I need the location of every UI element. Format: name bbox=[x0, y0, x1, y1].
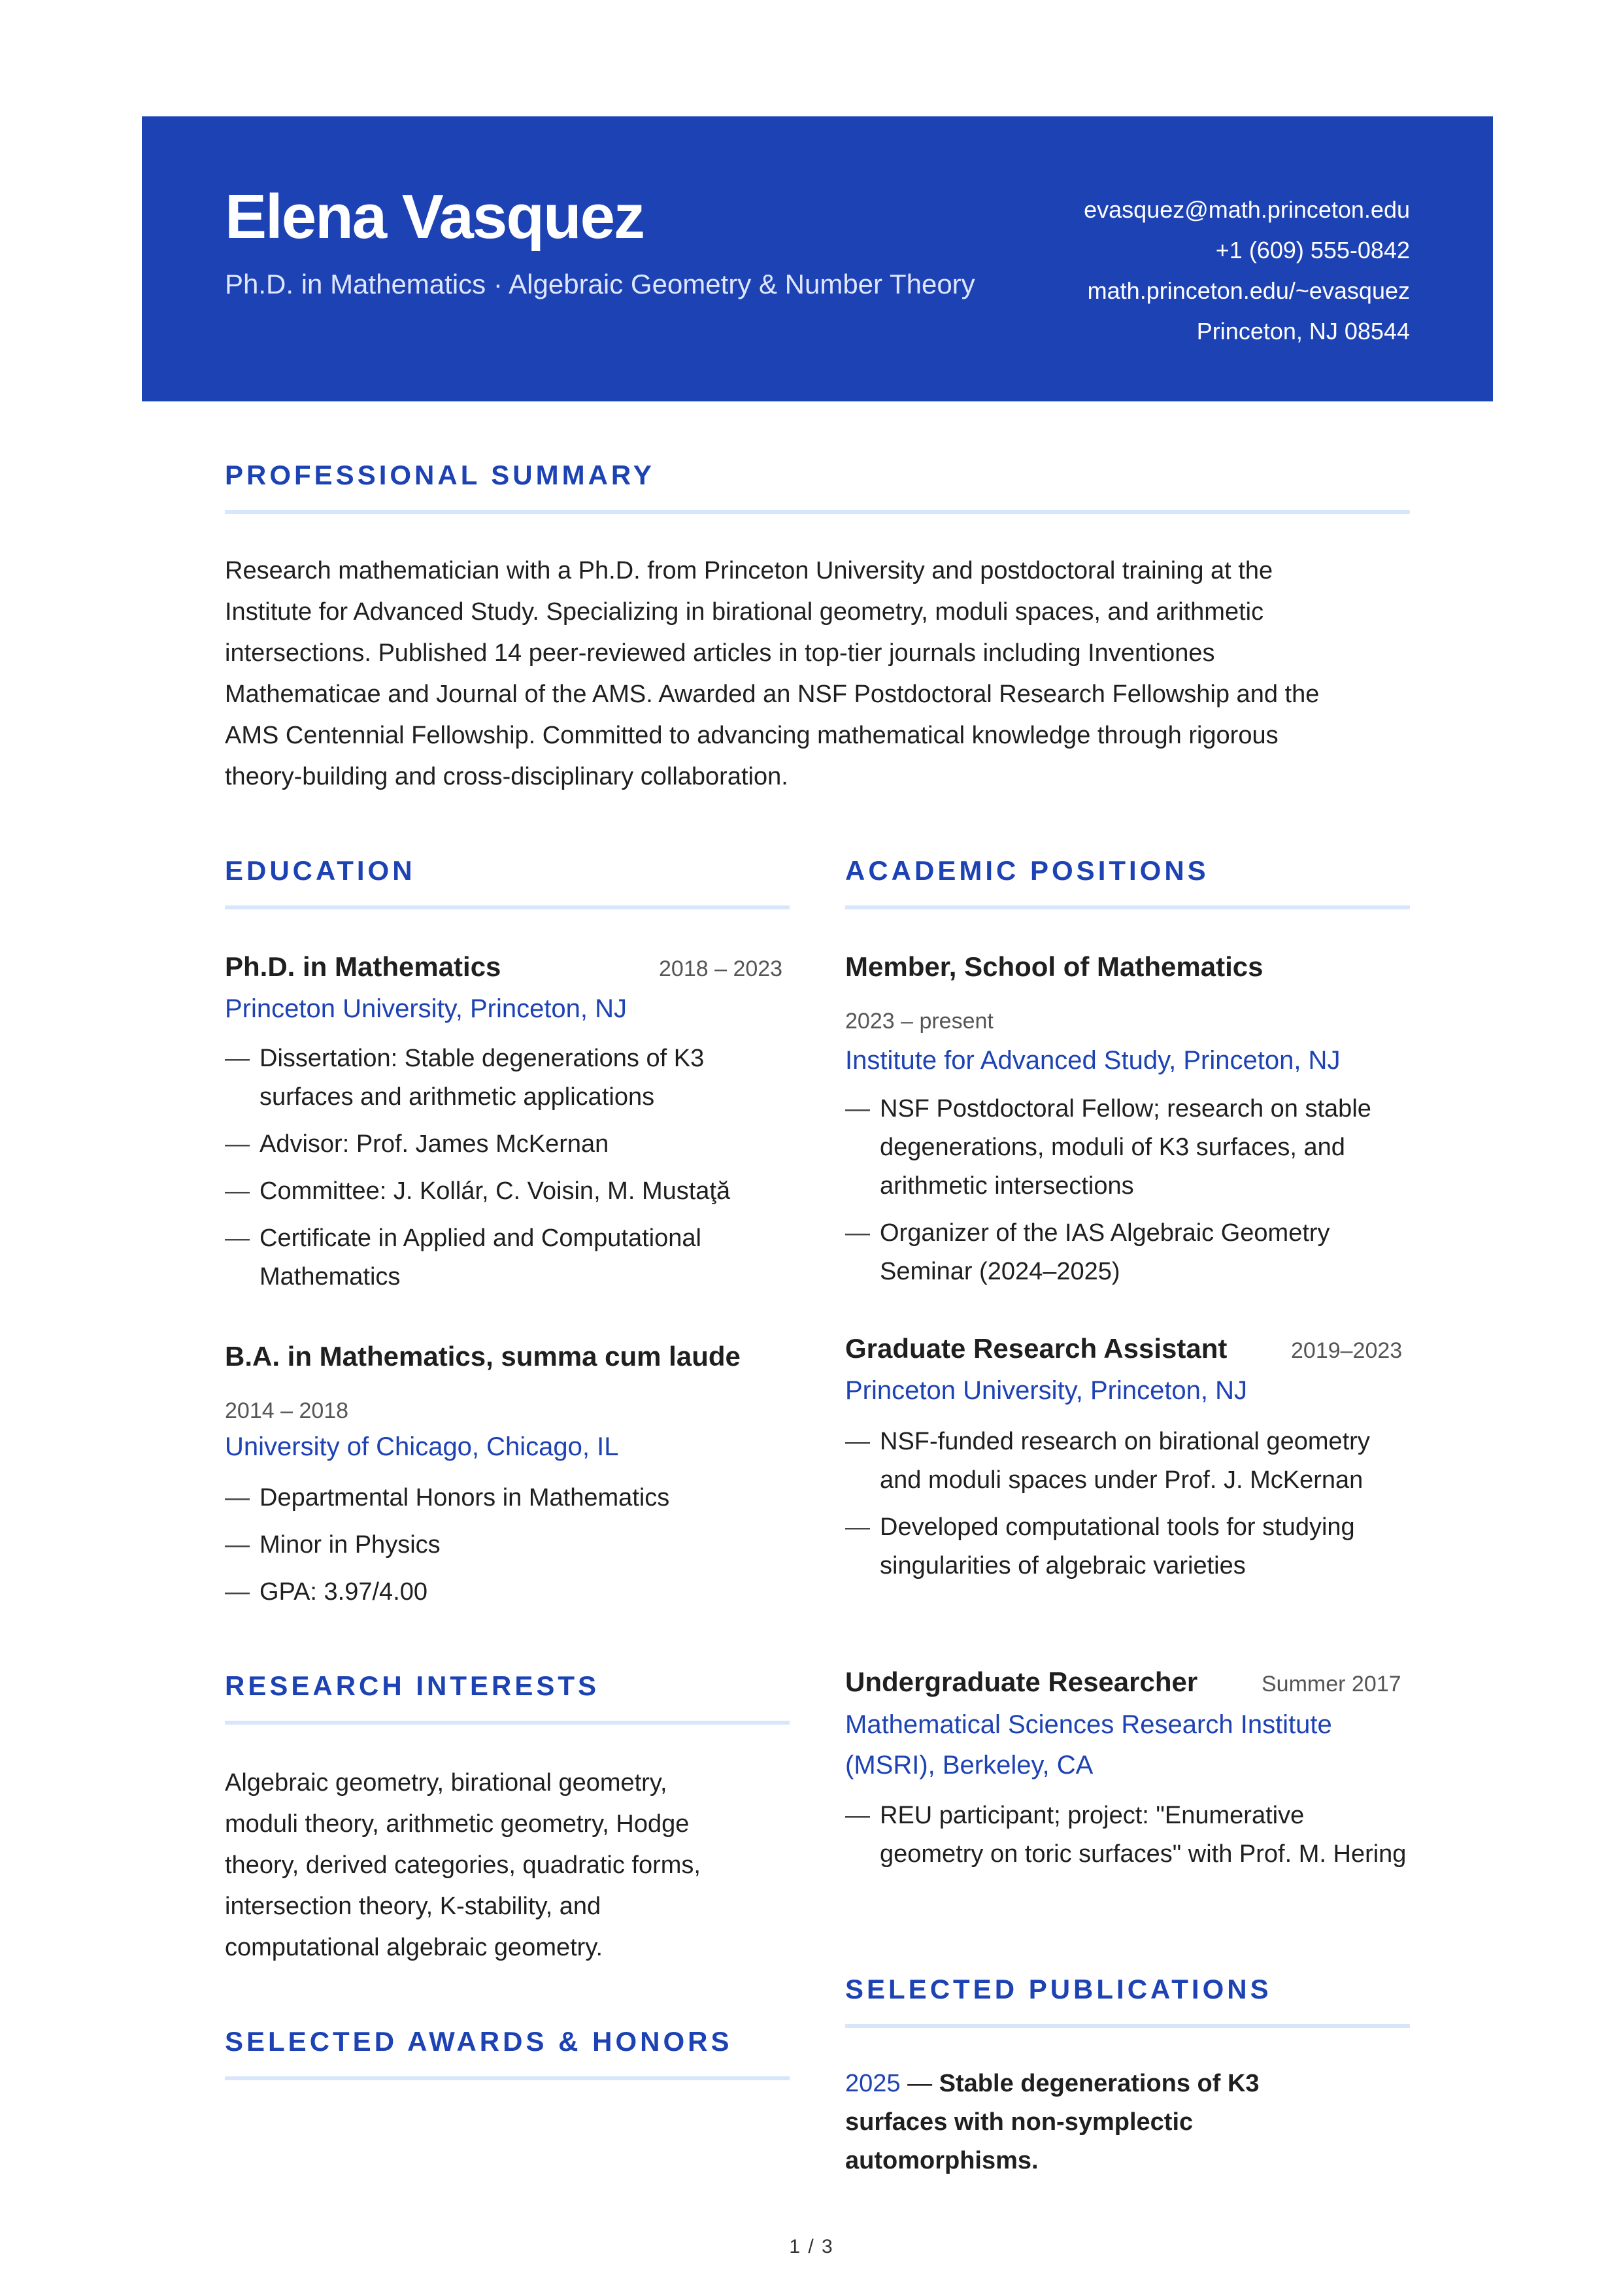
position-dates: 2023 – present bbox=[845, 1009, 994, 1034]
list-item: — Organizer of the IAS Algebraic Geometry Seminar (2024–2025) bbox=[845, 1219, 1330, 1285]
position-dates: 2019–2023 bbox=[1291, 1338, 1403, 1363]
position-role: Graduate Research Assistant bbox=[845, 1333, 1228, 1364]
education-divider bbox=[225, 905, 790, 909]
list-item: — Committee: J. Kollár, C. Voisin, M. Mustaţă bbox=[225, 1177, 731, 1205]
list-item: — Minor in Physics bbox=[225, 1531, 441, 1559]
education-bullets bbox=[225, 1039, 790, 1296]
education-degree: Ph.D. in Mathematics bbox=[225, 951, 501, 982]
awards-divider bbox=[225, 2076, 790, 2080]
research-line: theory, derived categories, quadratic forms, bbox=[225, 1851, 701, 1879]
position-bullets bbox=[845, 1090, 1410, 1291]
publications-heading: SELECTED PUBLICATIONS bbox=[845, 1974, 1272, 2004]
position-org: Mathematical Sciences Research Institute (MSRI), Berkeley, CA bbox=[845, 1710, 1332, 1780]
summary-line: Institute for Advanced Study. Specializing in birational geometry, moduli spaces, and arithmetic bbox=[225, 598, 1264, 626]
contact-website[interactable]: math.princeton.edu/~evasquez bbox=[1087, 277, 1410, 304]
list-item: — Certificate in Applied and Computational Mathematics bbox=[225, 1224, 701, 1291]
position-bullets bbox=[845, 1423, 1410, 1585]
list-item: — REU participant; project: "Enumerative geometry on toric surfaces" with Prof. M. Hering bbox=[845, 1802, 1407, 1868]
research-line: Algebraic geometry, birational geometry, bbox=[225, 1769, 667, 1797]
position-dates: Summer 2017 bbox=[1262, 1672, 1401, 1697]
position-bullets bbox=[845, 1797, 1410, 1874]
page-number: 1 / 3 bbox=[789, 2236, 834, 2257]
position-org: Princeton University, Princeton, NJ bbox=[845, 1376, 1248, 1405]
contact-phone[interactable]: +1 (609) 555-0842 bbox=[1215, 237, 1410, 263]
positions-divider bbox=[845, 905, 1410, 909]
candidate-name: Elena Vasquez bbox=[225, 182, 644, 252]
contact-block bbox=[1084, 190, 1410, 352]
summary-text bbox=[225, 550, 1428, 798]
list-item: — NSF-funded research on birational geometry and moduli spaces under Prof. J. McKernan bbox=[845, 1428, 1370, 1494]
contact-location: Princeton, NJ 08544 bbox=[1196, 318, 1410, 345]
awards-heading: SELECTED AWARDS & HONORS bbox=[225, 2026, 733, 2057]
education-institution: Princeton University, Princeton, NJ bbox=[225, 994, 627, 1023]
summary-heading: PROFESSIONAL SUMMARY bbox=[225, 460, 655, 490]
summary-line: Mathematicae and Journal of the AMS. Awarded an NSF Postdoctoral Research Fellowship and the bbox=[225, 681, 1320, 708]
summary-divider bbox=[225, 510, 1410, 514]
publication-item bbox=[845, 2065, 1342, 2180]
publication-year: 2025 bbox=[845, 2070, 901, 2097]
summary-line: theory-building and cross-disciplinary collaboration. bbox=[225, 763, 788, 790]
position-role: Member, School of Mathematics bbox=[845, 951, 1263, 982]
list-item: — NSF Postdoctoral Fellow; research on stable degenerations, moduli of K3 surfaces, and arithmetic intersections bbox=[845, 1095, 1371, 1200]
summary-line: Research mathematician with a Ph.D. from Princeton University and postdoctoral training at the bbox=[225, 557, 1273, 584]
research-heading: RESEARCH INTERESTS bbox=[225, 1670, 600, 1701]
candidate-subtitle: Ph.D. in Mathematics · Algebraic Geometry & Number Theory bbox=[225, 269, 975, 299]
position-role: Undergraduate Researcher bbox=[845, 1666, 1198, 1697]
publication-separator: — bbox=[900, 2070, 939, 2097]
education-degree: B.A. in Mathematics, summa cum laude bbox=[225, 1341, 741, 1372]
education-heading: EDUCATION bbox=[225, 855, 416, 886]
research-line: computational algebraic geometry. bbox=[225, 1934, 603, 1961]
research-line: moduli theory, arithmetic geometry, Hodge bbox=[225, 1810, 690, 1838]
list-item: — Departmental Honors in Mathematics bbox=[225, 1484, 670, 1511]
education-dates: 2014 – 2018 bbox=[225, 1398, 349, 1423]
contact-email[interactable]: evasquez@math.princeton.edu bbox=[1084, 196, 1410, 223]
header-banner bbox=[142, 116, 1493, 401]
list-item: — GPA: 3.97/4.00 bbox=[225, 1578, 428, 1606]
education-bullets bbox=[225, 1479, 790, 1612]
position-org: Institute for Advanced Study, Princeton, NJ bbox=[845, 1046, 1341, 1075]
education-dates: 2018 – 2023 bbox=[659, 956, 783, 981]
list-item: — Developed computational tools for studying singularities of algebraic varieties bbox=[845, 1513, 1355, 1579]
summary-line: AMS Centennial Fellowship. Committed to advancing mathematical knowledge through rigorous bbox=[225, 722, 1279, 749]
research-text bbox=[225, 1763, 790, 1968]
list-item: — Dissertation: Stable degenerations of K3 surfaces and arithmetic applications bbox=[225, 1045, 705, 1111]
list-item: — Advisor: Prof. James McKernan bbox=[225, 1130, 609, 1158]
positions-heading: ACADEMIC POSITIONS bbox=[845, 855, 1209, 886]
summary-line: intersections. Published 14 peer-reviewed articles in top-tier journals including Inventiones bbox=[225, 639, 1215, 667]
research-line: intersection theory, K-stability, and bbox=[225, 1893, 601, 1920]
publications-divider bbox=[845, 2024, 1410, 2028]
publication-title: Stable degenerations of K3 surfaces with non-symplectic automorphisms. bbox=[845, 2070, 1260, 2174]
education-institution: University of Chicago, Chicago, IL bbox=[225, 1432, 619, 1461]
research-divider bbox=[225, 1721, 790, 1725]
